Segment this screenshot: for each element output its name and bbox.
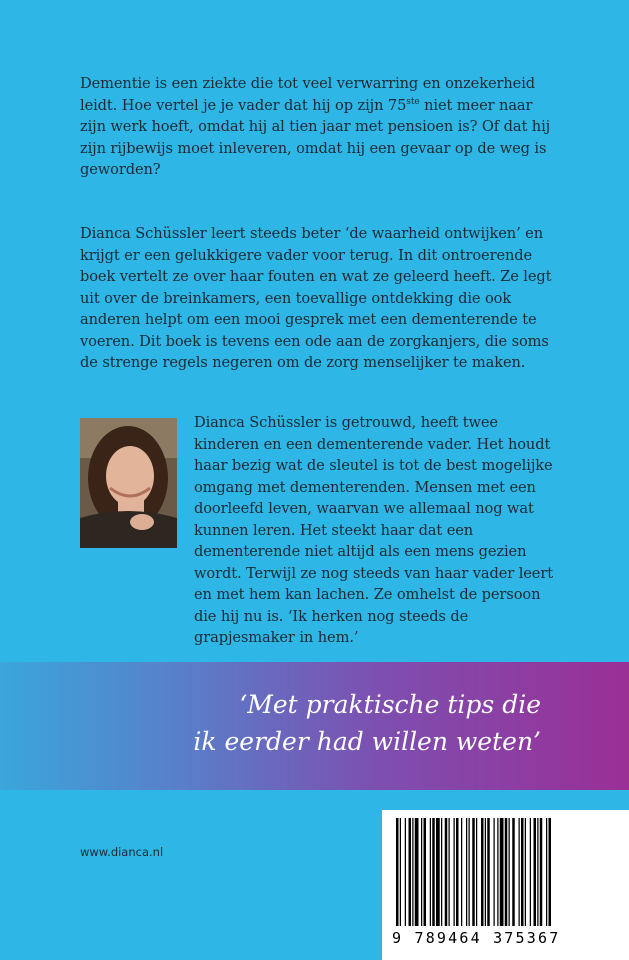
author-bio: Dianca Schüssler is getrouwd, heeft twee kinderen en een dementerende vader. Het houdt haar bezig wat de sleutel is tot de best mogelijke omgang met dementerenden. Mensen met een doorleefd leven, waarvan we allemaal nog wat kunnen leren. Het steekt haar dat een dementerende niet altijd als een mens gezien wordt. Terwijl ze nog steeds van haar vader leert en met hem kan lachen. Ze omhelst de persoon die hij nu is. ‘Ik herken nog steeds de grapjesmaker in hem.’ (194, 414, 553, 646)
quote-banner (0, 662, 629, 790)
barcode-bar (461, 818, 462, 926)
barcode-bar (436, 818, 440, 926)
barcode-bar (472, 818, 475, 926)
barcode-bar (476, 818, 477, 926)
barcode-bar (396, 818, 399, 926)
barcode-bar (469, 818, 470, 926)
barcode-bar (449, 818, 450, 926)
barcode-bar (519, 818, 520, 926)
barcode-bar (405, 818, 406, 926)
author-photo (80, 418, 177, 548)
barcode-bar (537, 818, 538, 926)
barcode-bar (521, 818, 524, 926)
website-url: www.dianca.nl (80, 845, 164, 859)
barcode-bar (456, 818, 459, 926)
ordinal-superscript: ste (406, 96, 420, 107)
barcode-bar (481, 818, 484, 926)
blurb-paragraph-1-part-b: niet meer naar zijn werk hoeft, omdat hij al tien jaar met pensioen is? Of dat hij zijn rijbewijs moet inleveren, omdat hij een gevaar op de weg is geworden? (80, 96, 551, 178)
barcode-bar (445, 818, 448, 926)
quote-line-2: ik eerder had willen weten’ (193, 727, 541, 756)
barcode-bar (487, 818, 490, 926)
quote-text (193, 686, 541, 760)
barcode-bars (392, 818, 619, 930)
barcode-bar (546, 818, 547, 926)
barcode-bar (409, 818, 412, 926)
barcode-bar (421, 818, 422, 926)
barcode-bar (412, 818, 413, 926)
barcode-bar (441, 818, 442, 926)
blurb-paragraph-2: Dianca Schüssler leert steeds beter ‘de waarheid ontwijken’ en krijgt er een gelukkigere vader voor terug. In dit ontroerende boek vertelt ze over haar fouten en wat ze geleerd heeft. Ze legt uit over de breinkamers, een toevallige ontdekking die ook anderen helpt om een mooi gesprek met een dementerende te voeren. Dit boek is tevens een ode aan de zorgkanjers, die soms de strenge regels negeren om de zorg menselijker te maken. (80, 225, 552, 371)
barcode-bar (485, 818, 486, 926)
barcode-bar (505, 818, 508, 926)
blurb-paragraph-1 (80, 73, 560, 181)
barcode-bar (512, 818, 515, 926)
barcode-bar (509, 818, 510, 926)
barcode-bar (430, 818, 431, 926)
barcode-bar (534, 818, 537, 926)
barcode-bar (494, 818, 495, 926)
blurb-paragraph-1-part-a: Dementie is een ziekte die tot veel verwarring en onzekerheid leidt. Hoe vertel je je vader dat hij op zijn 75 (80, 75, 536, 114)
barcode-bar (540, 818, 543, 926)
isbn-number: 9 789464 375367 (392, 929, 561, 947)
barcode-bar (432, 818, 435, 926)
barcode-bar (415, 818, 419, 926)
barcode-bar (466, 818, 467, 926)
barcode-bar (530, 818, 531, 926)
barcode-bar (500, 818, 504, 926)
barcode-bar (424, 818, 427, 926)
barcode-bar (400, 818, 401, 926)
barcode-bar (549, 818, 552, 926)
isbn-barcode (382, 810, 629, 960)
barcode-bar (454, 818, 455, 926)
barcode-bar (525, 818, 526, 926)
barcode-bar (497, 818, 498, 926)
quote-line-1: ‘Met praktische tips die (239, 690, 541, 719)
